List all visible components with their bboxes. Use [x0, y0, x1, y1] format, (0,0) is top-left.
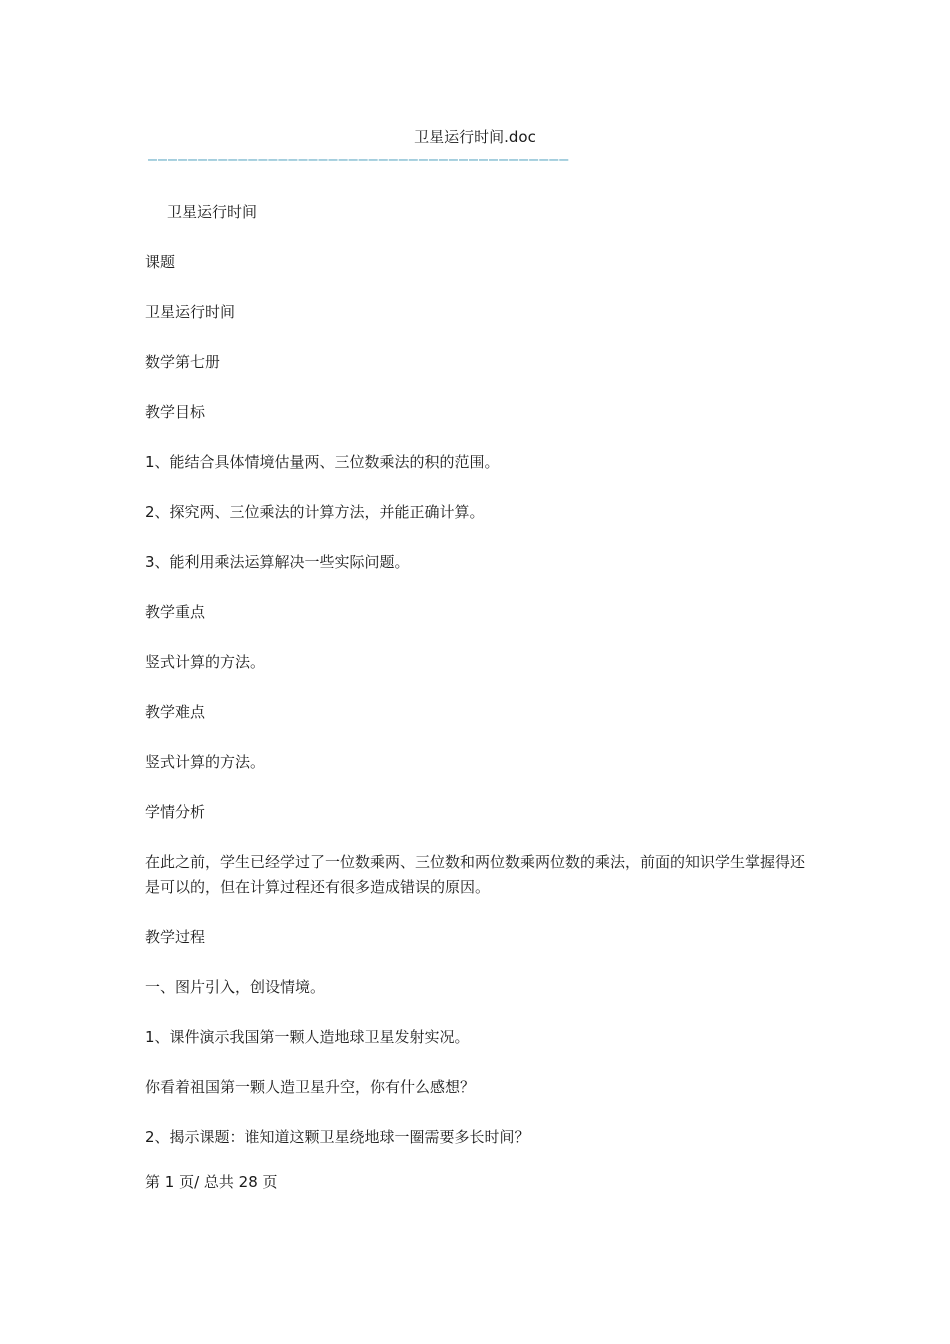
- paragraph: 2、探究两、三位乘法的计算方法，并能正确计算。: [145, 503, 485, 521]
- paragraph: 你看着祖国第一颗人造卫星升空，你有什么感想？: [145, 1078, 476, 1096]
- document-title: 卫星运行时间.doc: [414, 128, 536, 146]
- paragraph: 竖式计算的方法。: [145, 753, 266, 771]
- paragraph: 数学第七册: [145, 353, 221, 371]
- header-divider: ——————————————————————————————————————————: [148, 152, 570, 166]
- paragraph: 竖式计算的方法。: [145, 653, 266, 671]
- page-indicator: 第 1 页/ 总共 28 页: [145, 1173, 278, 1191]
- paragraph: 教学过程: [145, 928, 206, 946]
- paragraph: 卫星运行时间: [145, 303, 236, 321]
- paragraph: 1、能结合具体情境估量两、三位数乘法的积的范围。: [145, 453, 500, 471]
- doc-heading: 卫星运行时间: [167, 203, 258, 221]
- paragraph: 3、能利用乘法运算解决一些实际问题。: [145, 553, 410, 571]
- paragraph: 2、揭示课题：谁知道这颗卫星绕地球一圈需要多长时间？: [145, 1128, 530, 1146]
- document-body: [145, 200, 810, 1175]
- paragraph: 在此之前，学生已经学过了一位数乘两、三位数和两位数乘两位数的乘法，前面的知识学生掌握得还是可以的，但在计算过程还有很多造成错误的原因。: [145, 853, 806, 896]
- paragraph: 1、课件演示我国第一颗人造地球卫星发射实况。: [145, 1028, 470, 1046]
- paragraph: 教学难点: [145, 703, 206, 721]
- paragraph: 课题: [145, 253, 176, 271]
- paragraph: 学情分析: [145, 803, 206, 821]
- paragraph: 教学目标: [145, 403, 206, 421]
- paragraph: 教学重点: [145, 603, 206, 621]
- paragraph: 一、图片引入，创设情境。: [145, 978, 326, 996]
